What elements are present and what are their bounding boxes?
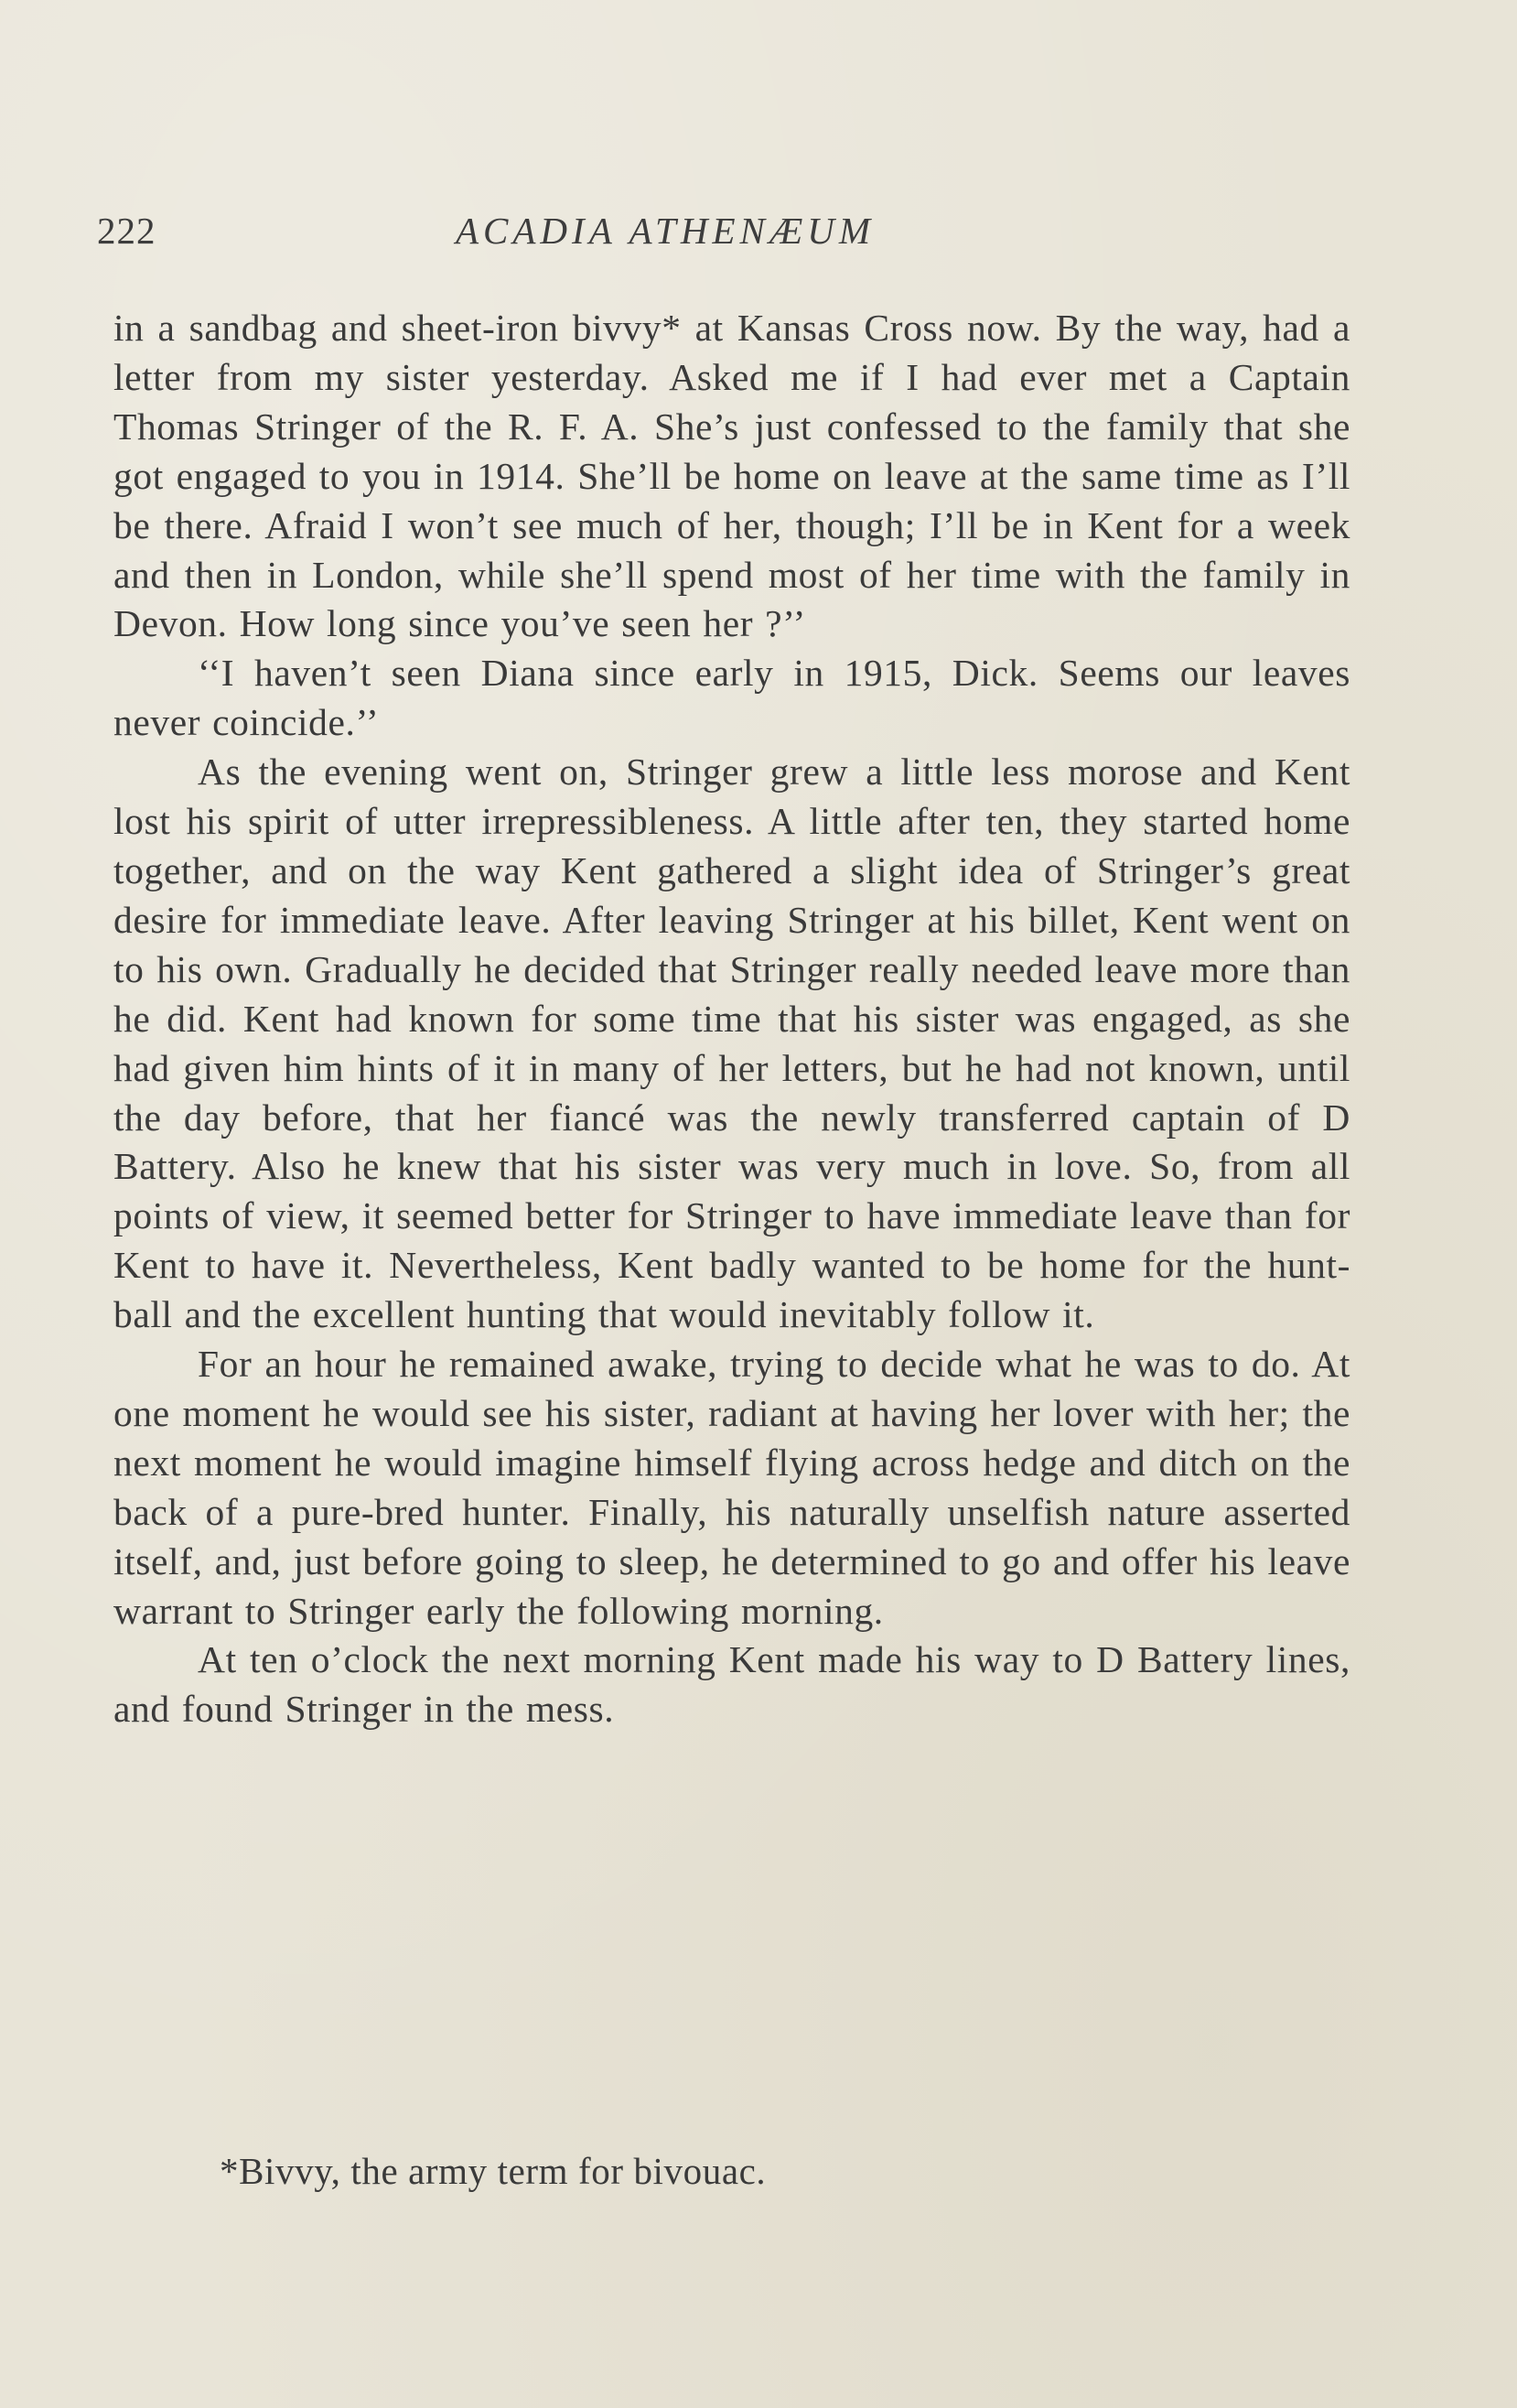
page-header [97,209,1360,264]
footnote: *Bivvy, the army term for bivouac. [220,2150,767,2192]
paragraph: ‘‘I haven’t seen Diana since early in 1915, Dick. Seems our leaves never coincide.’’ [113,652,1350,744]
paragraph: As the evening went on, Stringer grew a little less morose and Kent lost his spirit of utter irrepressibleness. A little after ten, they started home together, and on the way Kent gathered a slight idea of Stringer’s great desire for immediate leave. After leaving Stringer at his billet, Kent went on to his own. Gradually he decided that Stringer really needed leave more than he did. Kent had known for some time that his sister was engaged, as she had given him hints of it in many of her letters, but he had not known, until the day before, that her fiancé was the newly transferred captain of D Battery. Also he knew that his sister was very much in love. So, from all points of view, it seemed better for Stringer to have immediate leave than for Kent to have it. Nevertheless, Kent badly wanted to be home for the hunt-ball and the excellent hunting that would inevitably follow it. [113,750,1350,1336]
paragraph: At ten o’clock the next morning Kent made his way to D Battery lines, and found Stringer in the mess. [113,1638,1350,1731]
paragraph: For an hour he remained awake, trying to decide what he was to do. At one moment he would see his sister, radiant at having her lover with her; the next moment he would imagine himself flying across hedge and ditch on the back of a pure-bred hunter. Finally, his naturally unselfish nature asserted itself, and, just before going to sleep, he determined to go and offer his leave warrant to Stringer early the following morning. [113,1343,1350,1632]
paragraph-continued: in a sandbag and sheet-iron bivvy* at Kansas Cross now. By the way, had a letter from my sister yesterday. Asked me if I had ever met a Captain Thomas Stringer of the R. F. A. She’s just confessed to the family that she got engaged to you in 1914. She’ll be home on leave at the same time as I’ll be there. Afraid I won’t see much of her, though; I’ll be in Kent for a week and then in London, while she’ll spend most of her time with the family in Devon. How long since you’ve seen her ?’’ [113,307,1350,645]
body-text [113,304,1350,1734]
running-title: ACADIA ATHENÆUM [456,210,876,252]
page-number: 222 [97,210,156,252]
